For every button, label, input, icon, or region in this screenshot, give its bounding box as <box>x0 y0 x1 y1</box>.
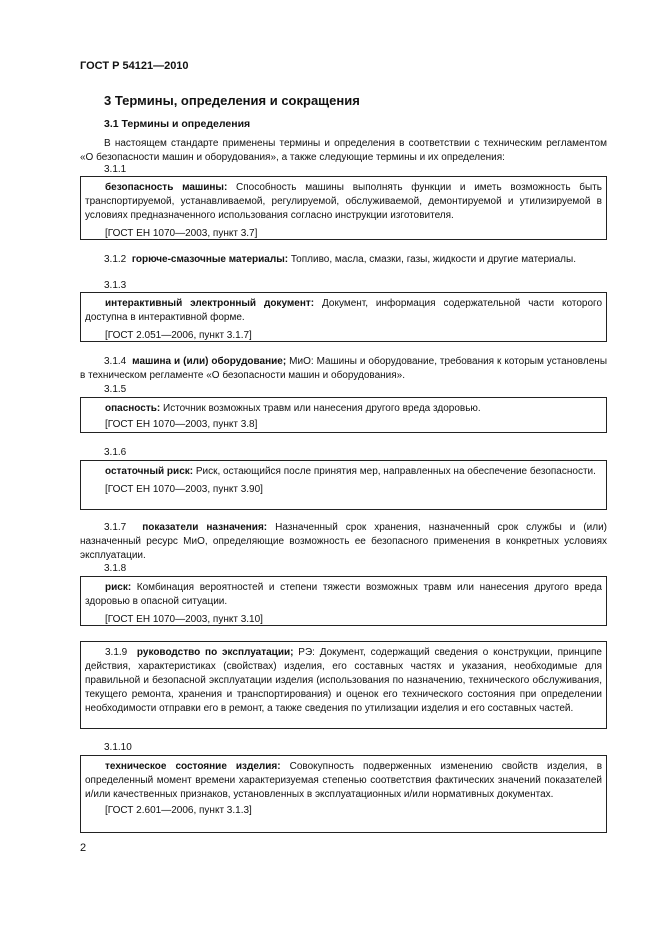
term-box <box>80 460 607 510</box>
intro-paragraph: В настоящем стандарте применены термины и определения в соответствии с техническим регламентом «О безопасности машин и оборудования», а также следующие термины и их определения: <box>80 138 607 163</box>
term-reference: [ГОСТ ЕН 1070—2003, пункт 3.10] <box>105 614 263 625</box>
term-name: показатели назначения: <box>142 522 268 533</box>
term-paragraph <box>80 253 607 267</box>
term-box <box>80 755 607 833</box>
term-paragraph <box>80 521 607 563</box>
term-number: 3.1.4 <box>104 356 127 367</box>
term-number: 3.1.2 <box>104 254 127 265</box>
term-name: опасность: <box>105 403 161 414</box>
term-box <box>80 576 607 626</box>
term-name: горюче-смазочные материалы: <box>131 254 289 265</box>
term-reference: [ГОСТ ЕН 1070—2003, пункт 3.8] <box>105 419 258 430</box>
term-reference: [ГОСТ 2.601—2006, пункт 3.1.3] <box>105 805 252 816</box>
term-name: остаточный риск: <box>105 466 194 477</box>
term-number: 3.1.10 <box>104 742 132 753</box>
term-name: интерактивный электронный документ: <box>105 298 315 309</box>
term-number: 3.1.8 <box>104 563 127 574</box>
term-definition: РЭ: Документ, содержащий сведения о конструкции, принципе действия, характеристиках (свойствах) изделия, его составных частях и указания, необходимые для правильной и безопасной эксплуатации изделия (использования по назначению, технического обслуживания, текущего ремонта, хранения и транспортирования) и оценок его технического состояния при определении необходимости отправки его в ремонт, а также сведения по утилизации изделия и его составных частей. <box>85 647 602 714</box>
term-reference: [ГОСТ 2.051—2006, пункт 3.1.7] <box>105 330 252 341</box>
term-name: руководство по эксплуатации; <box>136 647 294 658</box>
term-definition: Риск, остающийся после принятия мер, направленных на обеспечение безопасности. <box>193 466 596 477</box>
term-definition: Назначенный срок хранения, назначенный срок службы и (или) назначенный ресурс МиО, определяющие возможность ее безопасного применения в конкретных условиях эксплуатации. <box>80 522 607 561</box>
term-name: безопасность машины: <box>105 182 228 193</box>
term-definition: Документ, информация содержательной части которого доступна в интерактивной форме. <box>85 298 603 323</box>
term-name: машина и (или) оборудование; <box>132 356 287 367</box>
page-number: 2 <box>80 842 87 854</box>
section-title: 3 Термины, определения и сокращения <box>104 93 360 108</box>
term-box <box>80 397 607 433</box>
term-box <box>80 292 607 342</box>
term-definition: Источник возможных травм или нанесения другого вреда здоровью. <box>160 403 481 414</box>
term-name: техническое состояние изделия: <box>105 761 281 772</box>
term-definition: Совокупность подверженных изменению свойств изделия, в определенный момент времени характеризуемая степенью соответствия фактических значений показателей и/или качественных признаков, установленных в эксплуатационных и/или нормативных документах. <box>85 761 603 800</box>
term-paragraph <box>80 355 607 383</box>
term-reference: [ГОСТ ЕН 1070—2003, пункт 3.90] <box>105 484 263 495</box>
term-definition: Комбинация вероятностей и степени тяжести возможных травм или нанесения другого вреда здоровью в опасной ситуации. <box>85 582 602 607</box>
term-number: 3.1.6 <box>104 447 127 458</box>
term-number: 3.1.5 <box>104 384 127 395</box>
document-header: ГОСТ Р 54121—2010 <box>80 60 189 72</box>
term-definition: Способность машины выполнять функции и иметь возможность быть транспортируемой, устанавливаемой, регулируемой, обслуживаемой, демонтируемой и утилизируемой в условиях предназначенного использования согласно инструкции изготовителя. <box>85 182 602 221</box>
term-number: 3.1.9 <box>105 647 128 658</box>
term-definition: Топливо, масла, смазки, газы, жидкости и другие материалы. <box>288 254 576 265</box>
term-number: 3.1.1 <box>104 164 127 175</box>
term-box <box>80 176 607 240</box>
term-box <box>80 641 607 729</box>
term-number: 3.1.3 <box>104 280 127 291</box>
subsection-title: 3.1 Термины и определения <box>104 118 251 130</box>
term-name: риск: <box>105 582 132 593</box>
term-number: 3.1.7 <box>104 522 127 533</box>
term-reference: [ГОСТ ЕН 1070—2003, пункт 3.7] <box>105 228 258 239</box>
term-definition: МиО: Машины и оборудование, требования к которым установлены в техническом регламенте «О безопасности машин и оборудования». <box>80 356 608 381</box>
